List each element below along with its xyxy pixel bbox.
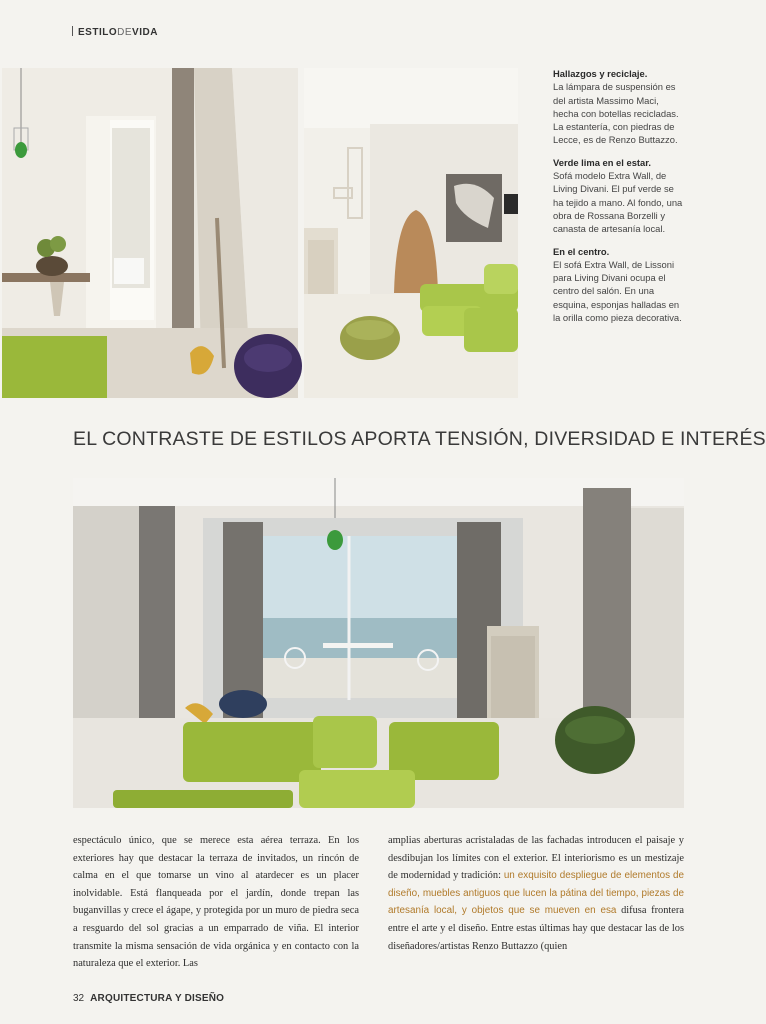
- section-label-light: DE: [117, 27, 133, 38]
- photo-hallway: [2, 68, 298, 398]
- caption-2-text: Sofá modelo Extra Wall, de Living Divani. El puf verde se ha tejido a mano. Al fondo, una obra de Rossana Borzelli y canasta de artesanía local.: [553, 170, 683, 235]
- headline-pull-quote: EL CONTRASTE DE ESTILOS APORTA TENSIÓN, DIVERSIDAD E INTERÉS: [73, 428, 766, 450]
- body-column-2: [388, 832, 684, 955]
- caption-3: [553, 245, 684, 325]
- section-divider: [72, 26, 73, 36]
- body-column-2-text-b: difusa frontera entre el arte y el diseño. Entre estas últimas hay que destacar las de los diseñadores/artistas Renzo Buttazzo (quien: [388, 905, 684, 952]
- section-label-bold: ESTILO: [78, 27, 118, 38]
- caption-1: [553, 67, 684, 147]
- section-label-bold2: VIDA: [132, 27, 158, 38]
- photo-captions: [553, 67, 684, 333]
- page-footer: [73, 993, 224, 1004]
- photo-main-living-room: [73, 478, 684, 808]
- caption-2-title: Verde lima en el estar.: [553, 156, 651, 168]
- caption-3-text: El sofá Extra Wall, de Lissoni para Living Divani ocupa el centro del salón. En una esquina, esponjas halladas en la orilla como pieza decorativa.: [553, 258, 682, 324]
- caption-1-text: La lámpara de suspensión es del artista Massimo Maci, hecha con botellas recicladas. La estantería, con piedras de Lecce, es de Renzo Buttazzo.: [553, 81, 679, 146]
- caption-3-title: En el centro.: [553, 245, 610, 257]
- body-column-1: espectáculo único, que se merece esta aérea terraza. En los exteriores hay que destacar la terraza de invitados, un rincón de calma en el que tomarse un vino al atardecer es un placer inolvidable. Está flanqueada por el jardín, donde trepan las buganvillas y crece el ágape, y protegida por un muro de piedra seca a resguardo del sol gracias a un emparrado de viña. El interior transmite la misma sensación de vida orgánica y en contacto con la naturaleza que el exterior. Las: [73, 835, 359, 970]
- page-number: 32: [73, 993, 85, 1004]
- caption-1-title: Hallazgos y reciclaje.: [553, 68, 648, 79]
- section-tag: [72, 26, 158, 38]
- body-column-2-highlight: un exquisito despliegue de elementos de diseño, muebles antiguos que lucen la pátina del tiempo, piezas de artesanía local, y objetos que se mueven en esa: [388, 870, 684, 917]
- caption-2: [553, 156, 684, 236]
- magazine-name: ARQUITECTURA Y DISEÑO: [90, 993, 225, 1004]
- photo-living-room: [304, 68, 518, 398]
- body-column-2-text-a: amplias aberturas acristaladas de las fachadas introducen el paisaje y desdibujan los límites con el exterior. El interiorismo es un mestizaje de modernidad y tradición:: [388, 835, 684, 882]
